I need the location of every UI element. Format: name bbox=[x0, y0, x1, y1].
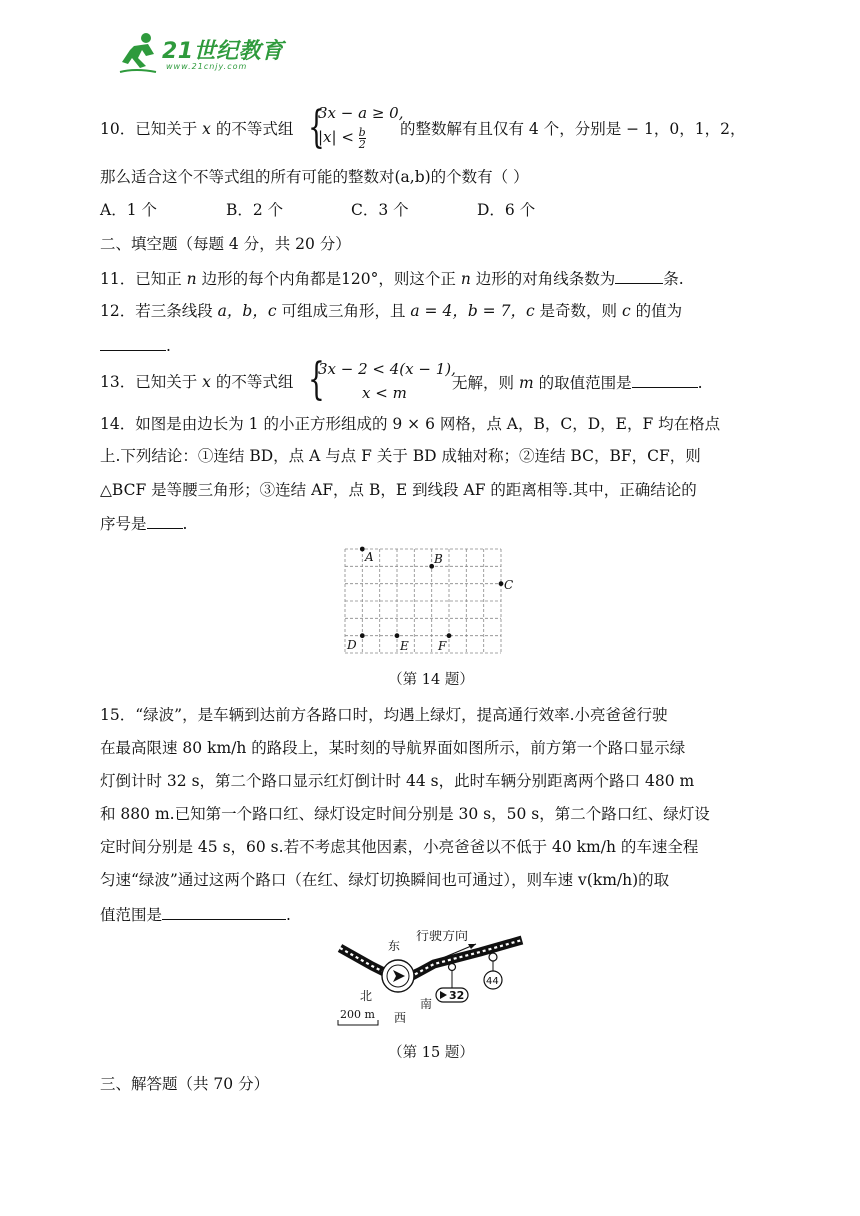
q15-line6: 匀速“绿波”通过这两个路口（在红、绿灯切换瞬间也可通过），则车速 v(km/h)的取 bbox=[100, 871, 670, 889]
q14-line3: △BCF 是等腰三角形；③连结 AF，点 B，E 到线段 AF 的距离相等.其中，正确结论的 bbox=[100, 481, 697, 499]
q15-line3: 灯倒计时 32 s，第二个路口显示红灯倒计时 44 s，此时车辆分别距离两个路口 480 m bbox=[100, 772, 695, 790]
q12-line2: . bbox=[100, 334, 171, 357]
q14-grid-figure bbox=[340, 545, 520, 657]
q12-blank bbox=[100, 334, 166, 351]
q14-line4: 序号是 . bbox=[100, 512, 187, 535]
q10-brace: { bbox=[308, 102, 325, 153]
q15-line4: 和 880 m.已知第一个路口红、绿灯设定时间分别是 30 s，50 s，第二个路口红、绿灯设 bbox=[100, 805, 710, 823]
intersection2-icon bbox=[489, 953, 497, 961]
q14-line2: 上.下列结论：①连结 BD，点 A 与点 F 关于 BD 成轴对称；②连结 BC，BF，CF，则 bbox=[100, 447, 701, 465]
option-c: C．3 个 bbox=[351, 201, 409, 219]
point-a bbox=[360, 547, 365, 552]
label-f: F bbox=[438, 639, 447, 653]
point-f bbox=[447, 633, 452, 638]
q10-line1: 10．已知关于 x 的不等式组 bbox=[100, 120, 294, 138]
scale-label: 200 m bbox=[340, 1008, 375, 1021]
q14-caption: （第 14 题） bbox=[388, 672, 474, 688]
section3-heading: 三、解答题（共 70 分） bbox=[100, 1075, 270, 1093]
q10-options bbox=[100, 199, 535, 221]
logo-url: www.21cnjy.com bbox=[166, 62, 248, 71]
point-c bbox=[499, 581, 504, 586]
logo-text: 21世纪教育 bbox=[162, 39, 284, 64]
q15-line1: 15．“绿波”，是车辆到达前方各路口时，均遇上绿灯，提高通行效率.小亮爸爸行驶 bbox=[100, 706, 668, 724]
label-e: E bbox=[400, 639, 409, 653]
point-e bbox=[395, 633, 400, 638]
option-d: D．6 个 bbox=[477, 201, 536, 219]
map-north: 北 bbox=[360, 989, 373, 1003]
q11-blank bbox=[615, 267, 663, 284]
intersection1-icon bbox=[449, 964, 456, 971]
map-east: 东 bbox=[388, 939, 401, 953]
q13-line: 13．已知关于 x 的不等式组 bbox=[100, 373, 294, 391]
label-a: A bbox=[365, 550, 374, 564]
map-west: 西 bbox=[394, 1011, 407, 1025]
q13-system-line1: 3x − 2 < 4(x − 1), bbox=[318, 360, 456, 378]
label-b: B bbox=[434, 552, 443, 566]
q15-line5: 定时间分别是 45 s，60 s.若不考虑其他因素，小亮爸爸以不低于 40 km/h 的车速全程 bbox=[100, 838, 699, 856]
logo bbox=[116, 28, 286, 80]
q15-caption: （第 15 题） bbox=[388, 1045, 474, 1061]
light1-countdown: 32 bbox=[449, 989, 465, 1002]
q10-line1-suffix: 的整数解有且仅有 4 个，分别是 − 1，0，1，2， bbox=[400, 120, 746, 138]
point-d bbox=[360, 633, 365, 638]
q14-blank bbox=[147, 512, 183, 529]
map-south: 南 bbox=[420, 997, 433, 1011]
q10-line2: 那么适合这个不等式组的所有可能的整数对(a,b)的个数有（ ） bbox=[100, 168, 529, 186]
q10-fraction: $\frac{b}{2}$ bbox=[358, 125, 366, 151]
q15-line7: 值范围是 . bbox=[100, 903, 291, 926]
section2-heading: 二、填空题（每题 4 分，共 20 分） bbox=[100, 235, 351, 253]
q15-blank bbox=[162, 903, 286, 920]
q15-line2: 在最高限速 80 km/h 的路段上，某时刻的导航界面如图所示，前方第一个路口显示绿 bbox=[100, 739, 686, 757]
q13-system-line2: x < m bbox=[362, 384, 407, 402]
light2-countdown: 44 bbox=[486, 976, 499, 987]
label-d: D bbox=[347, 638, 357, 652]
q12-line1: 12．若三条线段 a，b，c 可组成三角形，且 a = 4，b = 7，c 是奇数，则 c 的值为 bbox=[100, 302, 683, 320]
map-direction-label: 行驶方向 bbox=[416, 930, 469, 944]
q13-brace: { bbox=[308, 354, 325, 405]
q15-map-figure bbox=[330, 930, 530, 1030]
option-a: A．1 个 bbox=[100, 201, 157, 219]
option-b: B．2 个 bbox=[226, 201, 284, 219]
q10-system-line2: |x| < $\frac{b}{2}$ bbox=[318, 125, 366, 151]
q13-blank bbox=[632, 371, 698, 388]
runner-logo-icon bbox=[116, 28, 166, 78]
q10-system-line1: 3x − a ≥ 0, bbox=[318, 104, 404, 122]
grid-lines bbox=[345, 549, 501, 653]
q13-suffix: 无解，则 m 的取值范围是 . bbox=[452, 371, 703, 394]
q14-line1: 14．如图是由边长为 1 的小正方形组成的 9 × 6 网格，点 A，B，C，D，E，F 均在格点 bbox=[100, 415, 721, 433]
q11: 11．已知正 n 边形的每个内角都是120°，则这个正 n 边形的对角线条数为 条. bbox=[100, 267, 684, 290]
label-c: C bbox=[504, 578, 514, 592]
